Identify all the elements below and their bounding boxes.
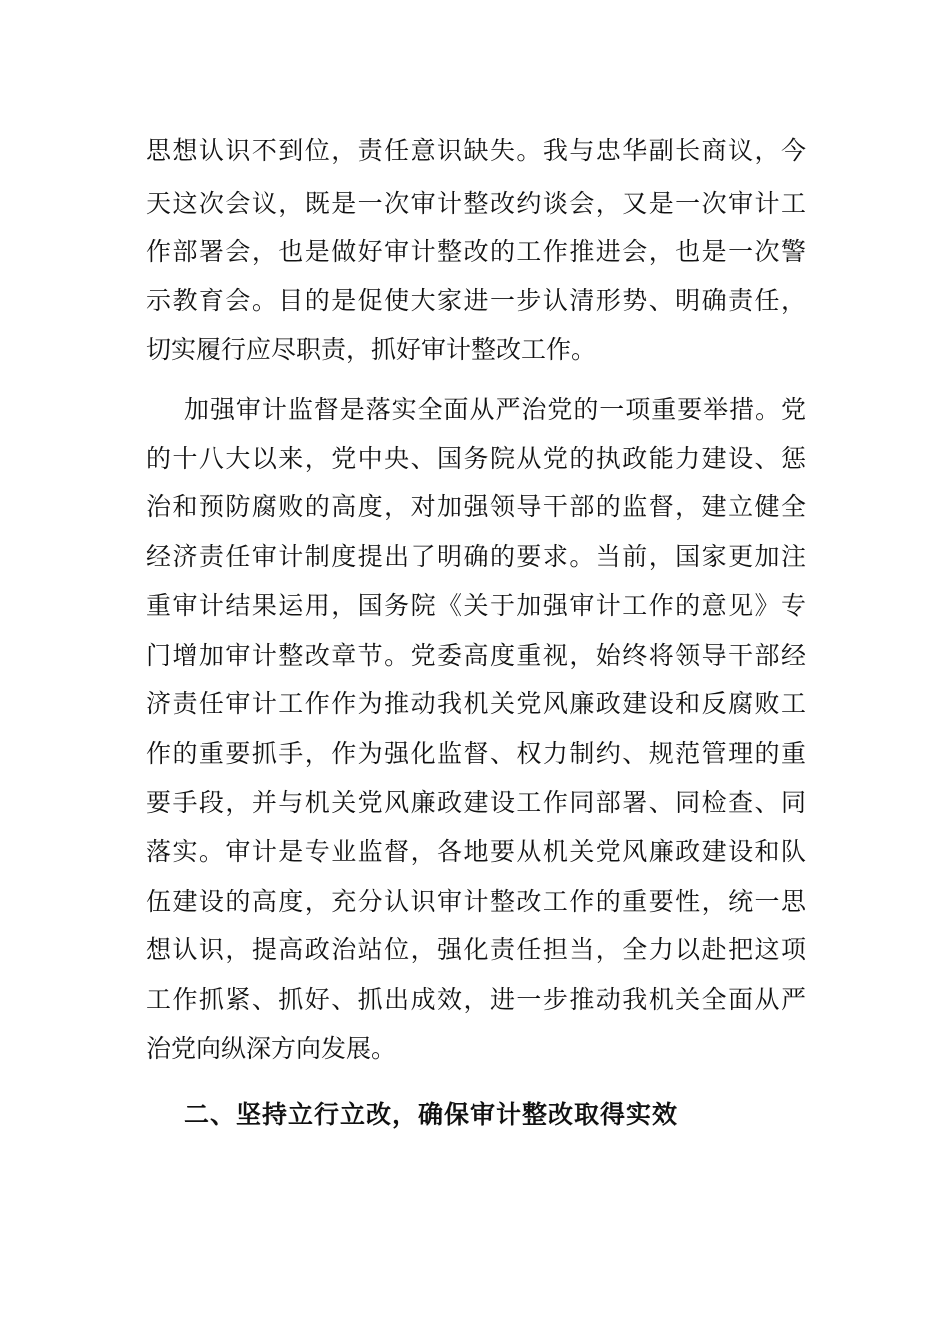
paragraph2-line: 经济责任审计制度提出了明确的要求。当前，国家更加注 xyxy=(146,542,806,571)
paragraph2-line: 门增加审计整改章节。党委高度重视，始终将领导干部经 xyxy=(146,641,806,670)
paragraph2-line: 要手段，并与机关党风廉政建设工作同部署、同检查、同 xyxy=(146,788,806,817)
paragraph2-line: 工作抓紧、抓好、抓出成效，进一步推动我机关全面从严 xyxy=(146,985,806,1014)
paragraph2-line: 治党向纵深方向发展。 xyxy=(146,1034,397,1063)
paragraph2-line: 落实。审计是专业监督，各地要从机关党风廉政建设和队 xyxy=(146,837,806,866)
paragraph1-line: 思想认识不到位，责任意识缺失。我与忠华副长商议，今 xyxy=(146,136,806,165)
paragraph2-line: 的十八大以来，党中央、国务院从党的执政能力建设、惩 xyxy=(146,444,806,473)
paragraph2-line: 想认识，提高政治站位，强化责任担当，全力以赴把这项 xyxy=(146,935,806,964)
paragraph2-line: 伍建设的高度，充分认识审计整改工作的重要性，统一思 xyxy=(146,887,806,916)
paragraph2-line: 重审计结果运用，国务院《关于加强审计工作的意见》专 xyxy=(146,591,806,620)
paragraph1-line: 作部署会，也是做好审计整改的工作推进会，也是一次警 xyxy=(146,237,806,266)
paragraph1-line: 示教育会。目的是促使大家进一步认清形势、明确责任， xyxy=(146,286,806,315)
paragraph2-line: 治和预防腐败的高度，对加强领导干部的监督，建立健全 xyxy=(146,492,806,521)
section-heading: 二、坚持立行立改，确保审计整改取得实效 xyxy=(184,1100,679,1129)
paragraph1-line: 切实履行应尽职责，抓好审计整改工作。 xyxy=(146,335,597,364)
paragraph2-line: 作的重要抓手，作为强化监督、权力制约、规范管理的重 xyxy=(146,739,806,768)
paragraph1-line: 天这次会议，既是一次审计整改约谈会，又是一次审计工 xyxy=(146,189,806,218)
paragraph2-line: 加强审计监督是落实全面从严治党的一项重要举措。党 xyxy=(184,395,806,424)
paragraph2-line: 济责任审计工作作为推动我机关党风廉政建设和反腐败工 xyxy=(146,689,806,718)
